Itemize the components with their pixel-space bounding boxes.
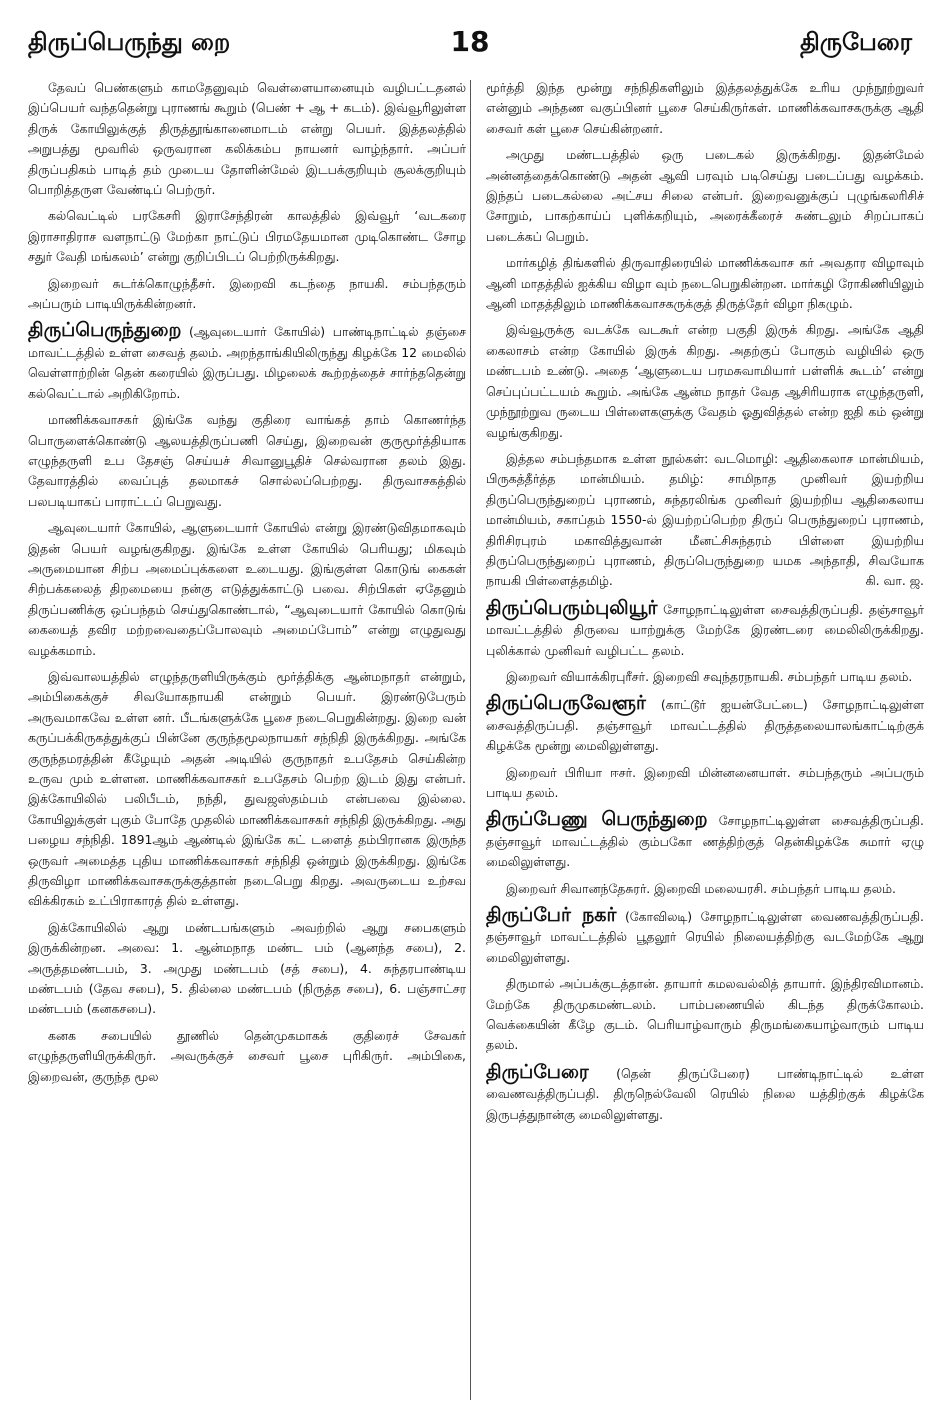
entry-headword: திருப்பெரும்புலியூர் (486, 596, 658, 619)
paragraph-text: மூர்த்தி இந்த மூன்று சந்நிதிகளிலும் இத்தலத்துக்கே உரிய முந்நூற்றுவர் என்னும் அந்தண வகுப்பினர் பூசை செய்கிருர்கள். மாணிக்கவாசகருக்கு ஆதி சைவர் கள் பூசை செய்கின்றனர். (486, 80, 924, 136)
paragraph-text: இத்தல சம்பந்தமாக உள்ள நூல்கள்: வடமொழி: ஆதிகைலாச மான்மியம், பிருகத்தீர்த்த மான்மியம். தமிழ்: சாமிநாத முனிவர் இயற்றிய திருப்பெருந்துறைப் புராணம், சுந்தரலிங்க முனிவர் இயற்றிய ஆதிகைலாய மான்மியம், சகாப்தம் 1550-ல் இயற்றப்பெற்ற திருப் பெருந்துறைப் புராணம், திரிசிரபுரம் மகாவித்துவான் மீனட்சிசுந்தரம் பிள்ளை இயற்றிய திருப்பெருந்துறைப் புராணம், திருப்பெருந்துறை யமக அந்தாதி, சிவயோக நாயகி பிள்ளைத்தமிழ். (486, 450, 924, 589)
dictionary-entry (486, 905, 924, 968)
paragraph (28, 918, 466, 1020)
paragraph-text: ஆவுடையார் கோயில், ஆளுடையார் கோயில் என்று இரண்டுவிதமாகவும் இதன் பெயர் வழங்குகிறது. இங்கே உள்ள கோயில் பெரியது; மிகவும் அருமையான சிற்ப அமைப்புக்களை உடையது. இங்குள்ள கொடுங் கைகள் சிற்பக்கலைத் திறமையை நன்கு எடுத்துக்காட்டு பவை. சிற்பிகள் ஏதேனும் திருப்பணிக்கு ஒப்பந்தம் செய்துகொண்டால், “ஆவுடையார் கோயில் கொடுங் கையைத் தவிர மற்றவைதைப்போலவும் அமைப்போம்” என்று எழுதுவது வழக்கமாம். (28, 520, 466, 658)
entry-text: சோழநாட்டிலுள்ள சைவத்திருப்பதி. தஞ்சாவூர் மாவட்டத்தில் கும்பகோ ணத்திற்குத் தென்கிழக்கே சுமார் ஏழு மைலிலுள்ளது. (486, 813, 924, 870)
entry-text: சோழநாட்டிலுள்ள சைவத்திருப்பதி. தஞ்சாவூர் மாவட்டத்தில் திருவை யாற்றுக்கு மேற்கே இரண்டரை மைலிலிருக்கிறது. புலிக்கால் முனிவர் வழிபட்ட தலம். (486, 601, 924, 658)
dictionary-entry (28, 320, 466, 404)
page-header (28, 25, 912, 68)
paragraph-text: மார்கழித் திங்களில் திருவாதிரையில் மாணிக்கவாச கர் அவதார விழாவும் ஆனி மாதத்தில் ஐக்கிய விழா வும் நடைபெறுகின்றன. மார்கழி ரோகிணியிலும் ஆனி மாதத்திலும் மாணிக்கவாசகருக்குத் திருத்தேர் விழா நிகழும். (486, 255, 924, 312)
paragraph (486, 78, 924, 139)
entry-headword: திருப்பெருவேளூர் (486, 692, 646, 715)
paragraph-text: கனக சபையில் தூணில் தென்முகமாகக் குதிரைச் சேவகர் எழுந்தருளியிருக்கிருர். அவருக்குச் சைவர் பூசை புரிகிருர். அம்பிகை, இறைவன், குருந்த மூல (28, 1027, 466, 1084)
paragraph (28, 518, 466, 661)
column-divider (470, 80, 471, 1400)
paragraph-text: இவ்வூருக்கு வடக்கே வடகூர் என்ற பகுதி இருக் கிறது. அங்கே ஆதி கைலாசம் என்ற கோயில் இருக் கிறது. அதற்குப் போகும் வழியில் ஒரு மண்டபம் உண்டு. அதை ‘ஆளுடைய பரமசுவாமியார் பள்ளிக் கூடம்’ என்று செப்புப்பட்டயம் கூறும். அங்கே ஆன்ம நாதர் வேத ஆசிரியராக எழுந்தருளி, முந்நூற்றுவ ருடைய பிள்ளைகளுக்கு வேதம் ஓதுவித்தல் என்ற ஐதி கம் ஒன்று வழங்குகிறது. (486, 322, 924, 440)
paragraph-text: இறைவர் வியாக்கிரபுரீசர். இறைவி சவுந்தரநாயகி. சம்பந்தர் பாடிய தலம். (506, 668, 913, 684)
paragraph-text: கல்வெட்டில் பரகேசரி இராசேந்திரன் காலத்தில் இவ்வூர் ‘வடகரை இராசாதிராச வளநாட்டு மேற்கா நாட்டுப் பிரமதேயமான முடிகொண்ட சோழ சதுர் வேதி மங்கலம்’ என்று குறிப்பிடப் பெற்றிருக்கிறது. (28, 208, 466, 265)
dictionary-entry (486, 598, 924, 661)
paragraph-text: மாணிக்கவாசகர் இங்கே வந்து குதிரை வாங்கத் தாம் கொணர்ந்த பொருளைக்கொண்டு ஆலயத்திருப்பணி செய்து, இறைவன் குருமூர்த்தியாக எழுந்தருளி உப தேசஞ் செய்யச் சிவானுபூதிச் செல்வரான தலம் இது. தேவாரத்தில் வைப்புத் தலமாகச் சொல்லப்பெற்றது. திருவாசகத்தில் பலபடியாகப் பாராட்டப் பெறுவது. (28, 412, 466, 509)
paragraph-text: தேவப் பெண்களும் காமதேனுவும் வெள்ளையானையும் வழிபட்டதனல் இப்பெயர் வந்ததென்று புராணங் கூறும் (பெண் + ஆ + கடம்). இவ்வூரிலுள்ள திருக் கோயிலுக்குத் திருத்தூங்கானைமாடம் என்று பெயர். இத்தலத்தில் அறுபத்து மூவரில் ஒருவரான கலிக்கம்ப நாயனர் வாழ்ந்தார். அப்பர் திருப்பதிகம் பாடித் தம் முடைய தோளின்மேல் இடபக்குறியும் சூலக்குறியும் பொறித்தருள வேண்டிப் பெற்ருர். (28, 80, 466, 198)
paragraph-text: இவ்வாலயத்தில் எழுந்தருளியிருக்கும் மூர்த்திக்கு ஆன்மநாதர் என்றும், அம்பிகைக்குச் சிவயோகநாயகி என்றும் பெயர். இரண்டுபேரும் அருவமாகவே உள்ள னர். பீடங்களுக்கே பூசை நடைபெறுகின்றது. இறை வன் கருப்பக்கிருகத்துக்குப் பின்னே குருந்தமூலநாயகர் சந்நிதி இருக்கிறது. அங்கே குருந்தமரத்தின் கீழேயும் அதன் அடியில் குருநாதர் உபதேசம் செய்கின்ற உருவ மும் உள்ளன. மாணிக்கவாசகர் உபதேசம் பெற்ற இடம் இது என்பர். இக்கோயிலில் பலிபீடம், நந்தி, துவஜஸ்தம்பம் என்பவை இல்லை. கோயிலுக்குள் புகும் போதே முதலில் மாணிக்கவாசகர் சந்நிதி இருக்கிறது. அது பழைய சந்நிதி. 1891ஆம் ஆண்டில் இங்கே கட் டளைத் தம்பிரானக இருந்த ஒருவர் அமைத்த புதிய மாணிக்கவாசகர் சந்நிதி ஒன்றும் இருக்கிறது. இங்கே திருவிழா மாணிக்கவாசகருக்குத்தான் நடைபெறு கிறது. அவருடைய உற்சவ விக்கிரகம் உட்பிராகாரத் தில் உள்ளது. (28, 668, 466, 909)
paragraph-text: இறைவர் பிரியா ஈசர். இறைவி மின்னனையாள். சம்பந்தரும் அப்பரும் பாடிய தலம். (486, 764, 924, 800)
running-head-right: திருபேரை (800, 28, 912, 56)
entry-text: (கோவிலடி) சோழநாட்டிலுள்ள வைணவத்திருப்பதி. தஞ்சாவூர் மாவட்டத்தில் பூதலூர் ரெயில் நிலையத்திற்கு வடமேற்கே ஆறு மைலிலுள்ளது. (486, 909, 924, 965)
paragraph (486, 763, 924, 804)
paragraph-text: திருமால் அப்பக்குடத்தான். தாயார் கமலவல்லித் தாயார். இந்திரவிமானம். மேற்கே திருமுகமண்டலம். பாம்பணையில் கிடந்த திருக்கோலம். வெக்கையின் கீழே குடம். பெரியாழ்வாரும் திருமங்கையாழ்வாரும் பாடிய தலம். (486, 976, 924, 1053)
entry-headword: திருப்பேர் நகர் (486, 904, 617, 927)
running-head-left: திருப்பெருந்து றை (28, 28, 231, 56)
paragraph-text: இக்கோயிலில் ஆறு மண்டபங்களும் அவற்றில் ஆறு சபைகளும் இருக்கின்றன. அவை: 1. ஆன்மநாத மண்ட பம் (ஆனந்த சபை), 2. அருத்தமண்டபம், 3. அமுது மண்டபம் (சத் சபை), 4. சுந்தரபாண்டிய மண்டபம் (தேவ சபை), 5. தில்லை மண்டபம் (நிருத்த சபை), 6. பஞ்சாட்சர மண்டபம் (கனகசபை). (28, 919, 466, 1017)
paragraph (486, 145, 924, 247)
paragraph (28, 78, 466, 200)
author-signature: கி. வா. ஜ. (865, 573, 924, 589)
paragraph (486, 974, 924, 1056)
paragraph (486, 253, 924, 314)
paragraph (486, 879, 924, 899)
paragraph (28, 274, 466, 315)
entry-headword: திருப்பெருந்துறை (28, 319, 182, 342)
entry-headword: திருப்பேரை (486, 1060, 589, 1083)
entry-text: (தென் திருப்பேரை) பாண்டிநாட்டில் உள்ள வைணவத்திருப்பதி. திருநெல்வேலி ரெயில் நிலை யத்திற்குக் கிழக்கே இருபத்துநான்கு மைலிலுள்ளது. (486, 1065, 924, 1122)
dictionary-entry (486, 1062, 924, 1125)
paragraph (28, 410, 466, 512)
left-column (28, 78, 466, 1413)
paragraph-text: இறைவர் சுடர்க்கொழுந்தீசர். இறைவி கடந்தை நாயகி. சம்பந்தரும் அப்பரும் பாடியிருக்கின்றனர். (28, 275, 466, 312)
dictionary-entry (486, 809, 924, 872)
paragraph (486, 449, 924, 592)
paragraph-text: இறைவர் சிவானந்தேசுரர். இறைவி மலையரசி. சம்பந்தர் பாடிய தலம். (506, 880, 896, 896)
paragraph-text: அமுது மண்டபத்தில் ஒரு படைகல் இருக்கிறது. இதன்மேல் அன்னத்தைக்கொண்டு அதன் ஆவி பரவும் படிசெய்து படைப்பது வழக்கம். இந்தப் படைகல்லை அட்சய சிலை என்பர். இறைவனுக்குப் புழுங்கலரிசிச் சோறும், பாகற்காய்ப் புளிக்கறியும், அரைக்கீரைச் சுண்டலும் சிறப்பாகப் படைக்கப் பெறும். (486, 147, 924, 244)
paragraph (28, 1026, 466, 1087)
entry-text: (ஆவுடையார் கோயில்) பாண்டிநாட்டில் தஞ்சை மாவட்டத்தில் உள்ள சைவத் தலம். அறந்தாங்கியிலிருந்து கிழக்கே 12 மைலில் வெள்ளாற்றின் தென் கரையில் இருப்பது. மிழலைக் கூற்றத்தைச் சார்ந்ததென்று கல்வெட்டால் அறிகிறோம். (28, 324, 466, 401)
entry-text: (காட்டூர் ஐயன்பேட்டை) சோழநாட்டிலுள்ள சைவத்திருப்பதி. தஞ்சாவூர் மாவட்டத்தில் திருத்தலையாலங்காட்டிற்குக் கிழக்கே மூன்று மைலிலுள்ளது. (486, 697, 924, 754)
page-number: 18 (450, 25, 490, 58)
paragraph (28, 667, 466, 912)
paragraph (486, 667, 924, 687)
paragraph (486, 320, 924, 442)
right-column (486, 78, 924, 1413)
dictionary-entry (486, 693, 924, 756)
paragraph (28, 206, 466, 267)
entry-headword: திருப்பேணு பெருந்துறை (486, 808, 708, 831)
